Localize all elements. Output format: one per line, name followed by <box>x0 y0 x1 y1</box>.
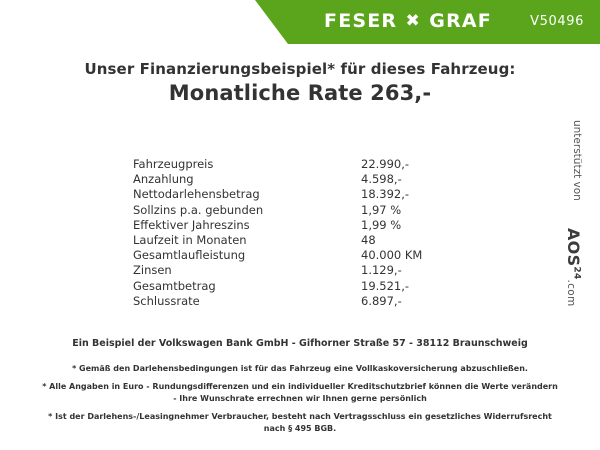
finance-table <box>0 157 600 309</box>
table-row <box>133 279 600 294</box>
row-value: 48 <box>361 233 376 248</box>
row-label: Gesamtlaufleistung <box>133 248 246 263</box>
table-row <box>133 248 600 263</box>
row-label: Effektiver Jahreszins <box>133 217 250 232</box>
row-label: Nettodarlehensbetrag <box>133 187 260 202</box>
row-value: 6.897,- <box>361 293 402 308</box>
sponsor-brand-domain: .com <box>565 279 577 307</box>
row-label: Anzahlung <box>133 172 194 187</box>
brand-name-second: GRAF <box>429 10 492 32</box>
row-value: 18.392,- <box>361 187 410 202</box>
table-row <box>133 203 600 218</box>
table-row <box>133 218 600 233</box>
vehicle-code: V50496 <box>530 14 584 29</box>
row-label: Fahrzeugpreis <box>133 157 214 171</box>
sponsor-label: unterstützt von <box>571 120 583 201</box>
row-value: 1,99 % <box>361 217 402 232</box>
table-row <box>133 233 600 248</box>
page-header <box>0 0 600 44</box>
footnote-withdrawal <box>30 411 570 434</box>
row-value: 1.129,- <box>361 263 402 278</box>
row-label: Laufzeit in Monaten <box>133 233 247 248</box>
table-row <box>133 187 600 202</box>
brand-name-first: FESER <box>324 10 398 32</box>
row-label: Gesamtbetrag <box>133 278 216 293</box>
table-row <box>133 157 600 172</box>
footnote-withdrawal-line2: nach § 495 BGB. <box>263 423 337 433</box>
row-label: Zinsen <box>133 263 172 278</box>
footnote-withdrawal-line1: * Ist der Darlehens-/Leasingnehmer Verbraucher, besteht nach Vertragsschluss ein gesetzliches Widerrufsrecht <box>48 412 552 421</box>
sidebar-sponsor <box>564 120 598 340</box>
row-value: 4.598,- <box>361 172 402 187</box>
sponsor-brand-sup: 24 <box>571 266 582 280</box>
row-label: Sollzins p.a. gebunden <box>133 202 264 217</box>
brand-cross-icon: ✖ <box>405 11 421 31</box>
brand-logo <box>324 10 492 32</box>
table-row <box>133 263 600 278</box>
footnote-currency-line1: * Alle Angaben in Euro - Rundungsdifferenzen und ein individueller Kreditschutzbrief können die Werte verändern <box>42 382 558 391</box>
footnote-currency-line2: - Ihre Wunschrate errechnen wir Ihnen gerne persönlich <box>173 393 427 403</box>
row-value: 1,97 % <box>361 202 402 217</box>
row-value: 19.521,- <box>361 278 410 293</box>
sponsor-brand-name: AOS <box>564 228 583 267</box>
row-value: 22.990,- <box>361 157 410 171</box>
page-title: Unser Finanzierungsbeispiel* für dieses Fahrzeug: <box>84 60 516 78</box>
table-row <box>133 294 600 309</box>
footnote-insurance: * Gemäß den Darlehensbedingungen ist für das Fahrzeug eine Vollkaskoversicherung abzuschließen. <box>72 363 528 373</box>
footnote-currency <box>30 381 570 404</box>
footer-notes <box>0 338 600 435</box>
sponsor-brand <box>564 228 583 307</box>
bank-address-line: Ein Beispiel der Volkswagen Bank GmbH - Gifhorner Straße 57 - 38112 Braunschweig <box>72 337 528 349</box>
row-value: 40.000 KM <box>361 248 423 263</box>
table-row <box>133 172 600 187</box>
title-block <box>0 60 600 105</box>
monthly-rate-title: Monatliche Rate 263,- <box>168 81 432 105</box>
row-label: Schlussrate <box>133 293 200 308</box>
